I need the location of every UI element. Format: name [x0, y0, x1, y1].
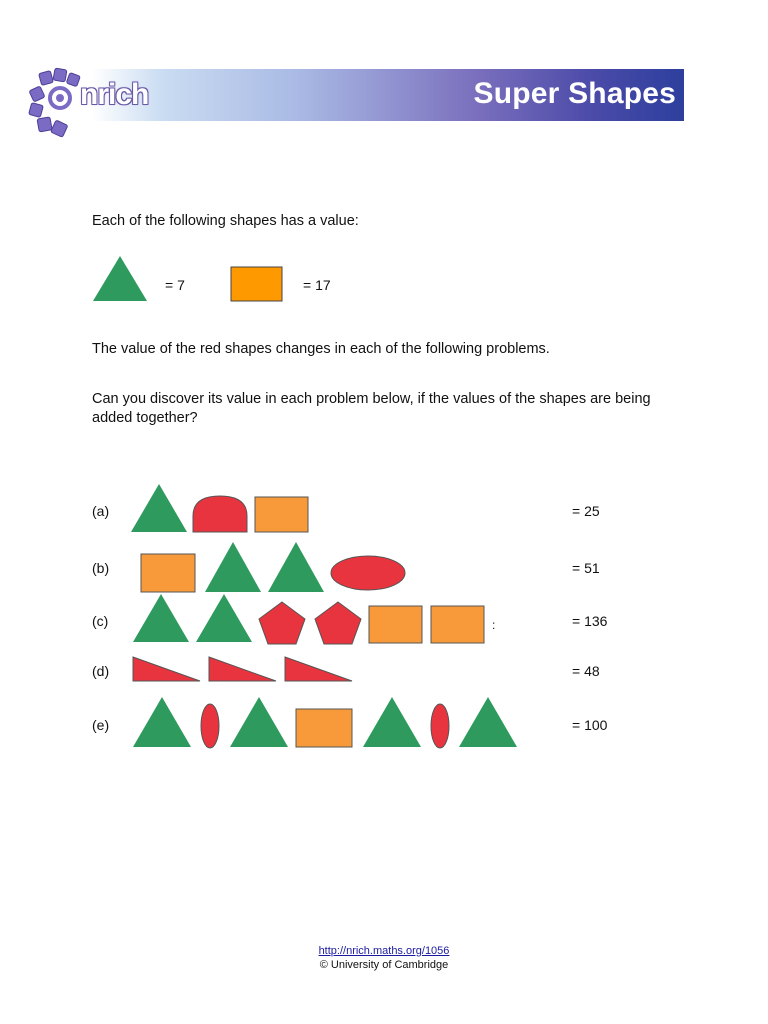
footer-link[interactable]: http://nrich.maths.org/1056: [318, 945, 450, 957]
page-title: Super Shapes: [473, 77, 676, 110]
red-ellipse-icon: [431, 704, 449, 748]
key-triangle-value: = 7: [165, 277, 185, 293]
problem-a-shapes: [130, 482, 320, 534]
green-triangle-icon: [268, 542, 324, 592]
logo-text: nrich: [80, 78, 149, 111]
problem-c-label: (c): [92, 613, 109, 629]
footer-link-row: [0, 945, 768, 957]
problem-e-label: (e): [92, 717, 110, 733]
problem-d-label: (d): [92, 663, 110, 679]
header-banner: [92, 69, 684, 121]
orange-rectangle-icon: [369, 606, 422, 643]
problem-e-shapes: [130, 695, 522, 751]
footer-copyright: © University of Cambridge: [319, 959, 449, 971]
problem-d-total: = 48: [572, 663, 600, 679]
problem-d-shapes: [130, 655, 360, 685]
problem-e-total: = 100: [572, 717, 608, 733]
problem-c-total: = 136: [572, 613, 608, 629]
green-triangle-icon: [133, 697, 191, 747]
red-pentagon-icon: [259, 602, 305, 644]
green-triangle-icon: [196, 594, 252, 642]
key-rectangle-icon: [230, 266, 284, 303]
paragraph-red-shapes: The value of the red shapes changes in each of the following problems.: [92, 341, 550, 357]
problem-b-shapes: [138, 540, 410, 594]
green-triangle-icon: [205, 542, 261, 592]
paragraph-question: Can you discover its value in each problem below, if the values of the shapes are being added together?: [92, 391, 651, 426]
key-rectangle-value: = 17: [303, 277, 331, 293]
problem-a-label: (a): [92, 503, 110, 519]
orange-rectangle-icon: [255, 497, 308, 532]
red-right-triangle-icon: [285, 657, 352, 681]
key-triangle-icon: [92, 255, 148, 303]
green-triangle-icon: [133, 594, 189, 642]
problem-b-label: (b): [92, 560, 110, 576]
red-ellipse-icon: [331, 556, 405, 590]
orange-rectangle-icon: [431, 606, 484, 643]
red-right-triangle-icon: [133, 657, 200, 681]
green-triangle-icon: [459, 697, 517, 747]
stray-mark: :: [492, 618, 496, 632]
green-triangle-icon: [363, 697, 421, 747]
problem-a-total: = 25: [572, 503, 600, 519]
problem-b-total: = 51: [572, 560, 600, 576]
orange-rectangle-icon: [141, 554, 195, 592]
green-triangle-icon: [230, 697, 288, 747]
intro-text: Each of the following shapes has a value:: [92, 213, 359, 229]
red-ellipse-icon: [201, 704, 219, 748]
problem-c-shapes: [130, 592, 490, 646]
red-semicircle-icon: [193, 496, 247, 532]
red-pentagon-icon: [315, 602, 361, 644]
red-right-triangle-icon: [209, 657, 276, 681]
orange-rectangle-icon: [296, 709, 352, 747]
green-triangle-icon: [131, 484, 187, 532]
